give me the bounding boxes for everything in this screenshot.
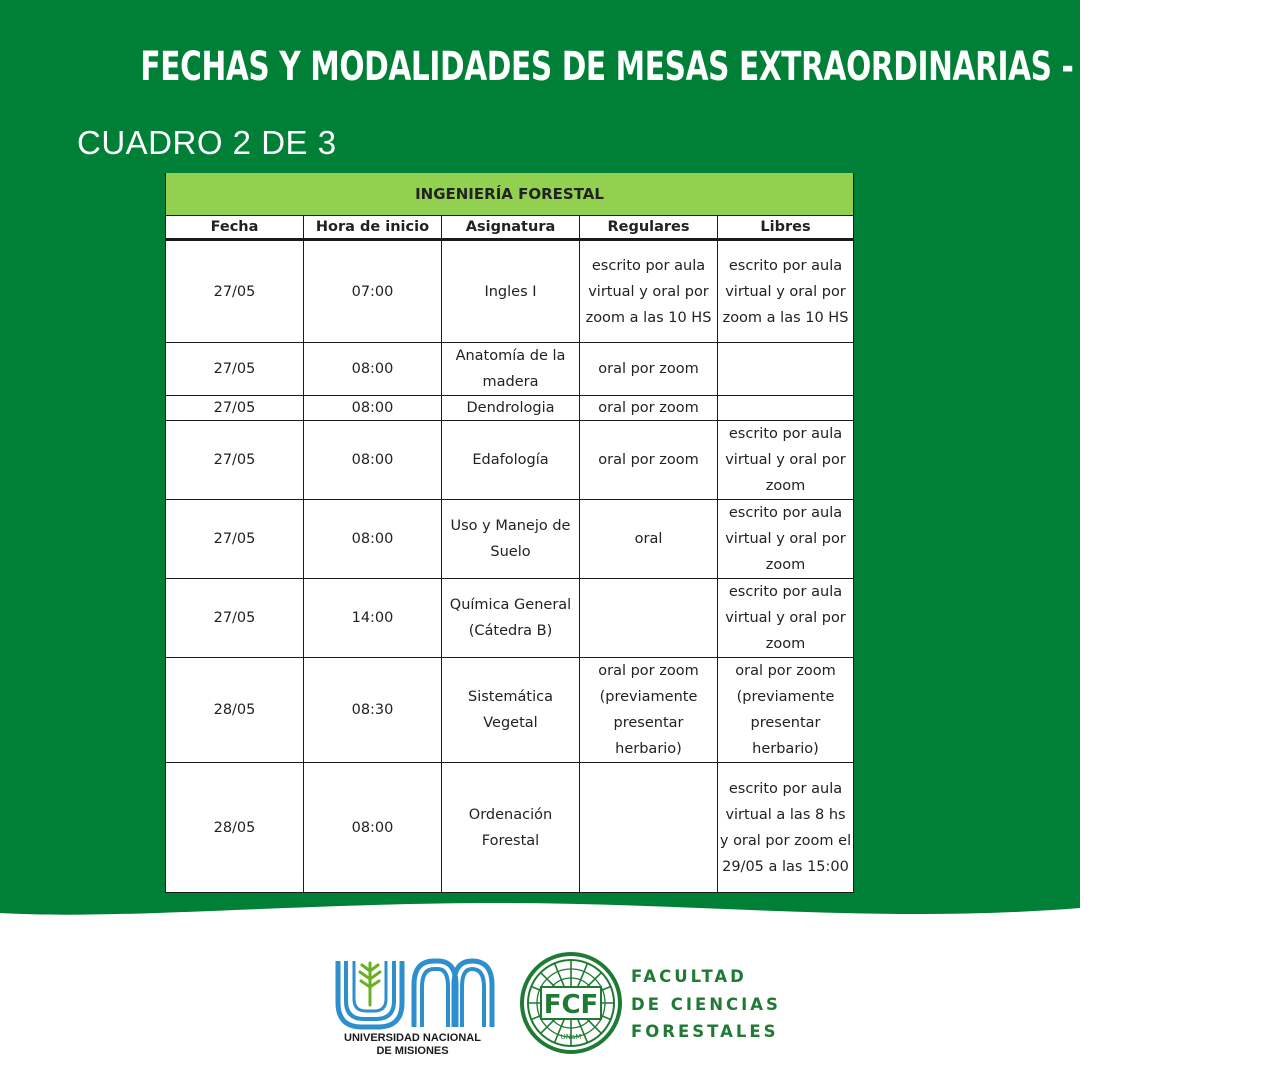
cell-regulares xyxy=(580,763,718,893)
cell-fecha: 27/05 xyxy=(166,500,304,579)
fcf-logo-small-text: UNaM xyxy=(560,1033,582,1041)
cell-hora: 08:00 xyxy=(304,396,442,421)
column-header-fecha: Fecha xyxy=(166,216,304,240)
cell-libres: escrito por aula virtual y oral por zoom xyxy=(718,579,854,658)
fcf-logo-text: FCF xyxy=(543,990,599,1020)
table-row xyxy=(166,579,854,658)
column-header-hora: Hora de inicio xyxy=(304,216,442,240)
column-header-regulares: Regulares xyxy=(580,216,718,240)
column-header-libres: Libres xyxy=(718,216,854,240)
cell-fecha: 27/05 xyxy=(166,240,304,343)
cell-hora: 08:00 xyxy=(304,763,442,893)
table-row xyxy=(166,658,854,763)
cell-libres: escrito por aula virtual y oral por zoom xyxy=(718,421,854,500)
cell-fecha: 27/05 xyxy=(166,396,304,421)
table-header-row xyxy=(166,216,854,240)
cell-hora: 08:30 xyxy=(304,658,442,763)
page-title: FECHAS Y MODALIDADES DE MESAS EXTRAORDINARIAS - MAYO 2021 xyxy=(140,44,1268,90)
cell-asignatura: Ingles I xyxy=(442,240,580,343)
cell-libres xyxy=(718,343,854,396)
cell-regulares: oral por zoom xyxy=(580,396,718,421)
cell-asignatura: Anatomía de la madera xyxy=(442,343,580,396)
unam-logo xyxy=(330,955,496,1033)
cell-asignatura: Química General (Cátedra B) xyxy=(442,579,580,658)
cell-regulares: oral por zoom (previamente presentar herbario) xyxy=(580,658,718,763)
cell-hora: 08:00 xyxy=(304,343,442,396)
cell-hora: 14:00 xyxy=(304,579,442,658)
schedule-table xyxy=(165,173,854,893)
page-subtitle: CUADRO 2 DE 3 xyxy=(77,124,337,161)
cell-hora: 08:00 xyxy=(304,421,442,500)
cell-regulares: oral xyxy=(580,500,718,579)
cell-asignatura: Dendrologia xyxy=(442,396,580,421)
cell-fecha: 27/05 xyxy=(166,579,304,658)
cell-regulares xyxy=(580,579,718,658)
cell-asignatura: Ordenación Forestal xyxy=(442,763,580,893)
cell-regulares: escrito por aula virtual y oral por zoom a las 10 HS xyxy=(580,240,718,343)
cell-regulares: oral por zoom xyxy=(580,343,718,396)
cell-fecha: 28/05 xyxy=(166,658,304,763)
cell-asignatura: Edafología xyxy=(442,421,580,500)
cell-hora: 07:00 xyxy=(304,240,442,343)
cell-fecha: 27/05 xyxy=(166,343,304,396)
cell-asignatura: Sistemática Vegetal xyxy=(442,658,580,763)
schedule-table-container xyxy=(165,173,853,893)
cell-fecha: 27/05 xyxy=(166,421,304,500)
cell-libres: oral por zoom (previamente presentar herbario) xyxy=(718,658,854,763)
unam-name: UNIVERSIDAD NACIONAL DE MISIONES xyxy=(344,1032,481,1057)
column-header-asignatura: Asignatura xyxy=(442,216,580,240)
cell-libres: escrito por aula virtual y oral por zoom xyxy=(718,500,854,579)
cell-asignatura: Uso y Manejo de Suelo xyxy=(442,500,580,579)
cell-regulares: oral por zoom xyxy=(580,421,718,500)
table-row xyxy=(166,396,854,421)
fcf-logo xyxy=(519,951,623,1055)
table-row xyxy=(166,421,854,500)
cell-fecha: 28/05 xyxy=(166,763,304,893)
fcf-name: FACULTAD DE CIENCIAS FORESTALES xyxy=(631,967,781,1041)
cell-libres xyxy=(718,396,854,421)
table-row xyxy=(166,500,854,579)
cell-libres: escrito por aula virtual y oral por zoom a las 10 HS xyxy=(718,240,854,343)
table-row xyxy=(166,763,854,893)
cell-libres: escrito por aula virtual a las 8 hs y oral por zoom el 29/05 a las 15:00 xyxy=(718,763,854,893)
table-section-title: INGENIERÍA FORESTAL xyxy=(166,173,854,216)
table-row xyxy=(166,343,854,396)
table-row xyxy=(166,240,854,343)
cell-hora: 08:00 xyxy=(304,500,442,579)
